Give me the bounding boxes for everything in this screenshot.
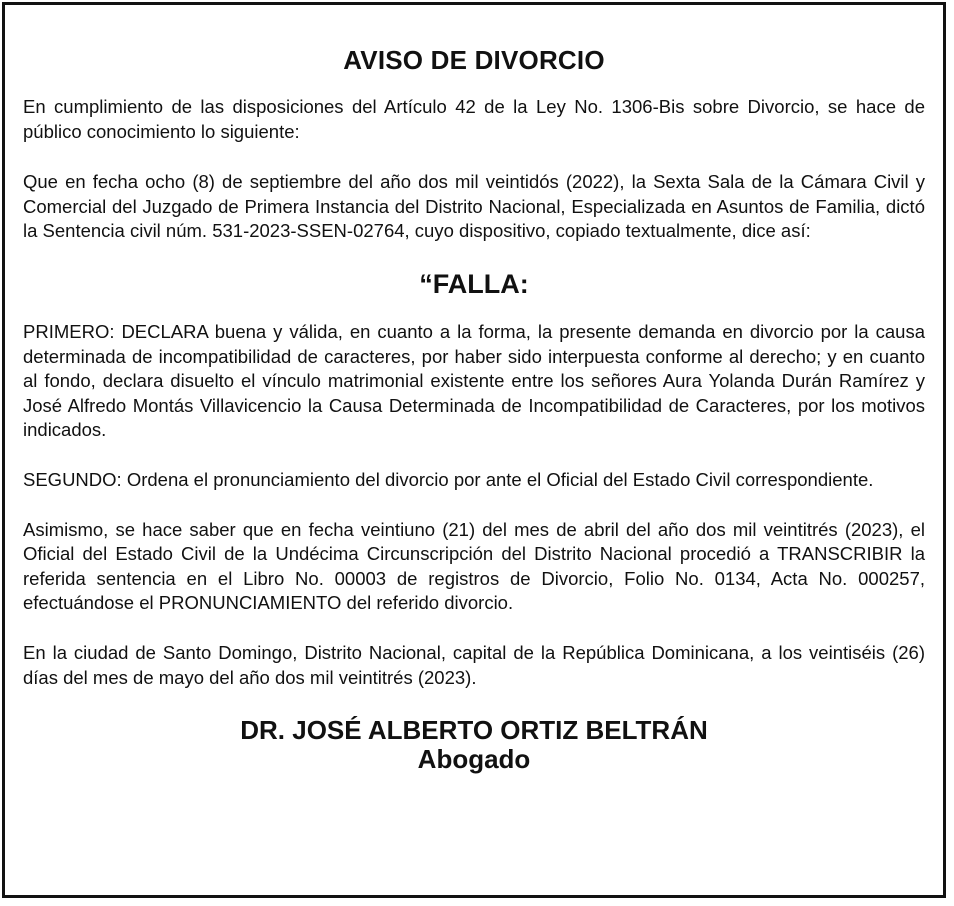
ruling-heading: “FALLA: — [419, 268, 529, 299]
signatory-name: DR. JOSÉ ALBERTO ORTIZ BELTRÁN — [240, 715, 708, 746]
intro-paragraph: En cumplimiento de las disposiciones del Artículo 42 de la Ley No. 1306-Bis sobre Divorcio, se hace de público conocimiento lo siguiente: — [23, 96, 925, 142]
first-ruling-paragraph: PRIMERO: DECLARA buena y válida, en cuanto a la forma, la presente demanda en divorcio por la causa determinada de incompatibilidad de caracteres, por haber sido interpuesta conforme al derecho; y en cuanto al fondo, declara disuelto el vínculo matrimonial existente entre los señores Aura Yolanda Durán Ramírez y José Alfredo Montás Villavicencio la Causa Determinada de Incompatibilidad de Caracteres, por los motivos indicados. — [23, 320, 925, 441]
notice-title: AVISO DE DIVORCIO — [343, 45, 605, 75]
signature-block — [23, 715, 925, 773]
closing-paragraph: En la ciudad de Santo Domingo, Distrito Nacional, capital de la República Dominicana, a los veintiséis (26) días del mes de mayo del año dos mil veintitrés (2023). — [23, 641, 925, 688]
transcription-paragraph: Asimismo, se hace saber que en fecha veintiuno (21) del mes de abril del año dos mil veintitrés (2023), el Oficial del Estado Civil de la Undécima Circunscripción del Distrito Nacional procedió a TRANSCRIBIR la referida sentencia en el Libro No. 00003 de registros de Divorcio, Folio No. 0134, Acta No. 000257, efectuándose el PRONUNCIAMIENTO del referido divorcio. — [23, 518, 925, 614]
divorce-notice — [2, 2, 946, 898]
signatory-role: Abogado — [417, 744, 531, 775]
second-ruling-paragraph: SEGUNDO: Ordena el pronunciamiento del divorcio por ante el Oficial del Estado Civil correspondiente. — [23, 468, 874, 490]
context-paragraph: Que en fecha ocho (8) de septiembre del año dos mil veintidós (2022), la Sexta Sala de la Cámara Civil y Comercial del Juzgado de Primera Instancia del Distrito Nacional, Especializada en Asuntos de Familia, dictó la Sentencia civil núm. 531-2023-SSEN-02764, cuyo dispositivo, copiado textualmente, dice así: — [23, 171, 925, 242]
